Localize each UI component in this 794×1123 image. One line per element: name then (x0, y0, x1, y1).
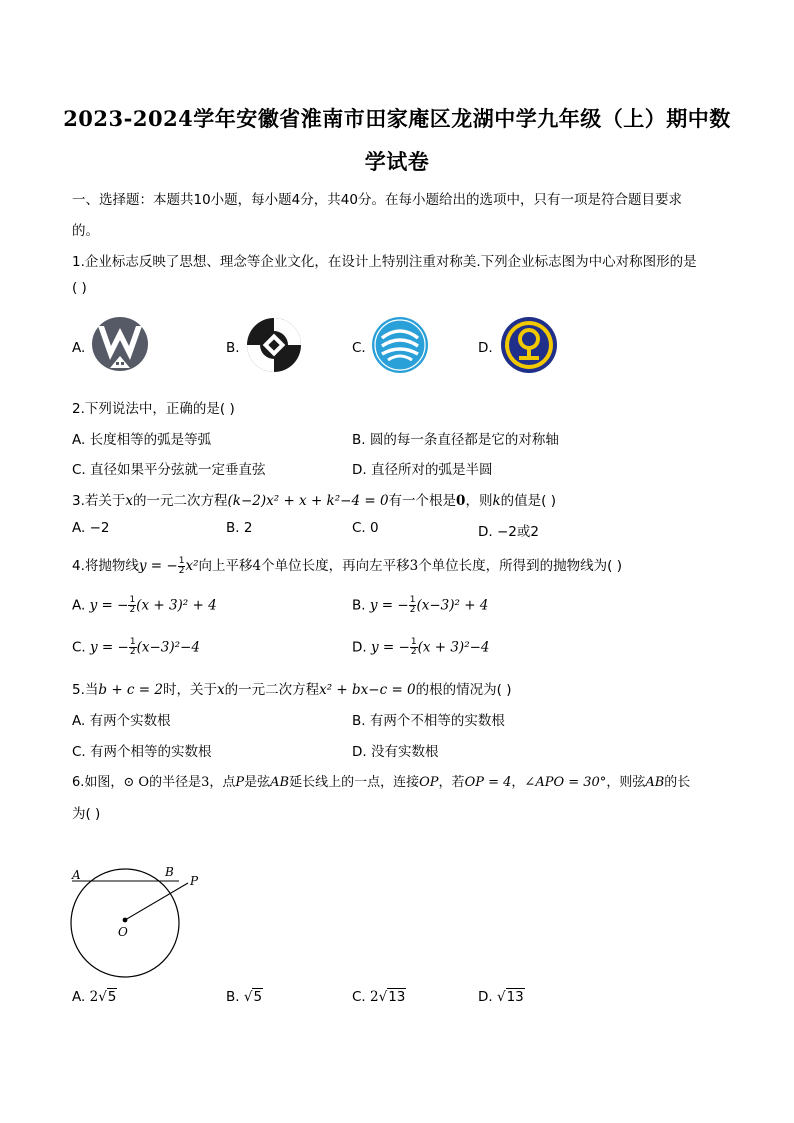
q4-option-a-fraction (128, 596, 136, 615)
q4-option-c-lhs: y = − (90, 639, 129, 656)
q6-option-c (352, 988, 406, 1005)
q5-option-a: A. 有两个实数根 (72, 713, 171, 729)
q5-equation: x² + bx−c = 0 (319, 682, 416, 698)
q5-stem-a: 5.当 (72, 682, 99, 698)
section1-instructions-line1: 一、选择题：本题共10小题，每小题4分，共40分。在每小题给出的选项中，只有一项是符合题目要求 (72, 192, 682, 208)
q5-stem-d: 的根的情况为( ) (415, 682, 512, 698)
q1-option-a-label: A. (72, 340, 86, 356)
q6-op: OP (419, 775, 439, 790)
q6-r: 3 (201, 775, 210, 790)
q5-cond: b + c = 2 (98, 682, 163, 698)
q1-stem-line2: ( ) (72, 280, 87, 296)
q1-option-d-label: D. (478, 340, 493, 356)
q6-option-d (478, 988, 525, 1005)
q6-option-a-rad: 5 (107, 989, 117, 1005)
q6-ab2: AB (645, 775, 665, 790)
q6-circle: ⊙ O (123, 775, 150, 790)
q6-stem-g: ， (511, 775, 525, 790)
q4-stem-c: 个单位长度，再向左平移 (261, 558, 410, 574)
q2-option-d: D. 直径所对的弧是半圆 (352, 462, 493, 478)
q5-option-c: C. 有两个相等的实数根 (72, 744, 212, 760)
q4-option-b-rhs: (x−3)² + 4 (416, 597, 489, 614)
q6-option-d-label: D. (478, 989, 493, 1005)
q6-option-a (72, 988, 117, 1005)
q6-option-c-rad: 13 (388, 989, 406, 1005)
label-p: P (190, 874, 199, 888)
q3-equation: (k−2)x² + x + k²−4 = 0 (227, 493, 389, 509)
logo-d-railway-icon (498, 316, 560, 374)
q4-stem-b: 向上平移 (198, 558, 253, 574)
q6-stem-h: ，则弦 (606, 775, 646, 790)
q4-frac-num: 1 (178, 555, 185, 566)
q4-n2: 3 (409, 558, 419, 574)
q4-lhs: y = − (138, 558, 178, 574)
q3-stem-b: 的一元二次方程 (133, 493, 228, 509)
q4-option-b-label: B. (352, 597, 366, 614)
q2-option-b: B. 圆的每一条直径都是它的对称轴 (352, 432, 559, 448)
circle-o (71, 869, 179, 977)
q5-option-d: D. 没有实数根 (352, 744, 439, 760)
label-o: O (118, 925, 128, 939)
q6-option-b-sqrt-icon: √ (243, 989, 253, 1005)
q2-option-a: A. 长度相等的弧是等弧 (72, 432, 212, 448)
q6-stem-line2: 为( ) (72, 806, 101, 822)
q6-option-c-coef: 2 (370, 989, 379, 1005)
q4-option-a-lhs: y = − (89, 597, 129, 614)
q5-stem (72, 678, 511, 698)
q1-stem-line1: 1.企业标志反映了思想、理念等企业文化，在设计上特别注重对称美.下列企业标志图为中心对称图形的是 (72, 254, 697, 270)
q4-option-a-label: A. (72, 597, 86, 614)
q5-option-b: B. 有两个不相等的实数根 (352, 713, 505, 729)
label-a: A (72, 868, 81, 882)
q3-var-k: k (492, 493, 501, 509)
q6-option-a-label: A. (72, 989, 86, 1005)
q3-stem (72, 489, 556, 509)
logo-b-swirl-icon (244, 316, 304, 374)
q3-root: 0 (456, 493, 466, 509)
q4-option-c-fraction (129, 638, 137, 657)
center-point-o (123, 918, 128, 923)
q1-option-b-label: B. (226, 340, 240, 356)
q2-option-c: C. 直径如果平分弦就一定垂直弦 (72, 462, 266, 478)
q5-stem-b: 时，关于 (162, 682, 217, 698)
q4-option-c-den: 2 (129, 647, 136, 657)
q4-stem-a: 4.将抛物线 (72, 558, 139, 574)
q4-option-d-label: D. (352, 639, 367, 656)
q6-circle-figure (66, 862, 206, 988)
q4-option-b-num: 1 (409, 595, 416, 605)
q5-stem-c: 的一元二次方程 (224, 682, 320, 698)
q4-option-a-den: 2 (129, 605, 136, 615)
q6-stem-e: 延长线上的一点，连接 (289, 775, 420, 790)
exam-title-line1: 2023-2024学年安徽省淮南市田家庵区龙湖中学九年级（上）期中数 (63, 106, 731, 131)
q6-stem-i: 的长 (664, 775, 691, 790)
q3-stem-a: 3.若关于 (72, 493, 126, 509)
q4-option-a (72, 596, 217, 615)
q4-stem (72, 554, 622, 576)
q6-stem-c: ，点 (209, 775, 236, 790)
q4-option-b-lhs: y = − (369, 597, 409, 614)
q6-p: P (235, 775, 245, 790)
q6-option-c-sqrt-icon: √ (378, 989, 388, 1005)
section1-instructions-line2: 的。 (72, 223, 99, 239)
q4-option-c-num: 1 (129, 637, 136, 647)
q4-option-d-lhs: y = − (370, 639, 410, 656)
q4-option-b-den: 2 (409, 605, 416, 615)
logo-a-w-icon (90, 316, 150, 372)
q6-stem-b: 的半径是 (149, 775, 202, 790)
q4-option-b (352, 596, 488, 615)
q6-option-d-sqrt-icon: √ (496, 989, 506, 1005)
label-b: B (165, 865, 174, 879)
q3-option-a: A. −2 (72, 520, 110, 536)
q6-angle: ∠APO = 30° (524, 775, 607, 790)
q4-frac-den: 2 (178, 565, 185, 576)
q3-option-c: C. 0 (352, 520, 379, 536)
q6-option-a-sqrt-icon: √ (98, 989, 107, 1005)
q6-option-a-coef: 2 (89, 989, 99, 1005)
q3-option-b: B. 2 (226, 520, 253, 536)
q4-option-d-fraction (410, 638, 418, 657)
q6-stem-line1 (72, 771, 690, 790)
q4-option-c-label: C. (72, 639, 86, 656)
q6-option-b-rad: 5 (253, 989, 263, 1005)
q3-option-d: D. −2或2 (478, 524, 539, 540)
q2-stem: 2.下列说法中，正确的是( ) (72, 401, 235, 417)
q4-option-d-num: 1 (410, 637, 417, 647)
q4-stem-d: 个单位长度，所得到的抛物线为( ) (418, 558, 623, 574)
q3-stem-d: ，则 (465, 493, 493, 509)
q6-ab: AB (270, 775, 290, 790)
q6-stem-a: 6.如图， (72, 775, 124, 790)
q3-stem-c: 有一个根是 (388, 493, 457, 509)
logo-c-mobile-icon (370, 316, 430, 374)
exam-title-line2: 学试卷 (364, 149, 430, 174)
q4-option-a-rhs: (x + 3)² + 4 (136, 597, 217, 614)
q6-option-d-rad: 13 (506, 989, 524, 1005)
q3-stem-e: 的值是( ) (500, 493, 556, 509)
q6-option-c-label: C. (352, 989, 366, 1005)
q4-rhs: x² (185, 558, 199, 574)
q6-op-val: OP = 4 (464, 775, 512, 790)
q3-var-x: x (125, 493, 134, 509)
q5-var-x: x (216, 682, 225, 698)
q4-option-c (72, 638, 200, 657)
q6-stem-f: ，若 (438, 775, 465, 790)
q4-option-d-den: 2 (410, 647, 417, 657)
q6-option-b (226, 988, 263, 1005)
q6-stem-d: 是弦 (244, 775, 271, 790)
q4-option-d (352, 638, 490, 657)
q4-option-d-rhs: (x + 3)²−4 (417, 639, 490, 656)
q4-n1: 4 (252, 558, 262, 574)
q4-option-a-num: 1 (129, 595, 136, 605)
q6-option-b-label: B. (226, 989, 240, 1005)
q1-option-c-label: C. (352, 340, 366, 356)
q4-option-c-rhs: (x−3)²−4 (136, 639, 200, 656)
